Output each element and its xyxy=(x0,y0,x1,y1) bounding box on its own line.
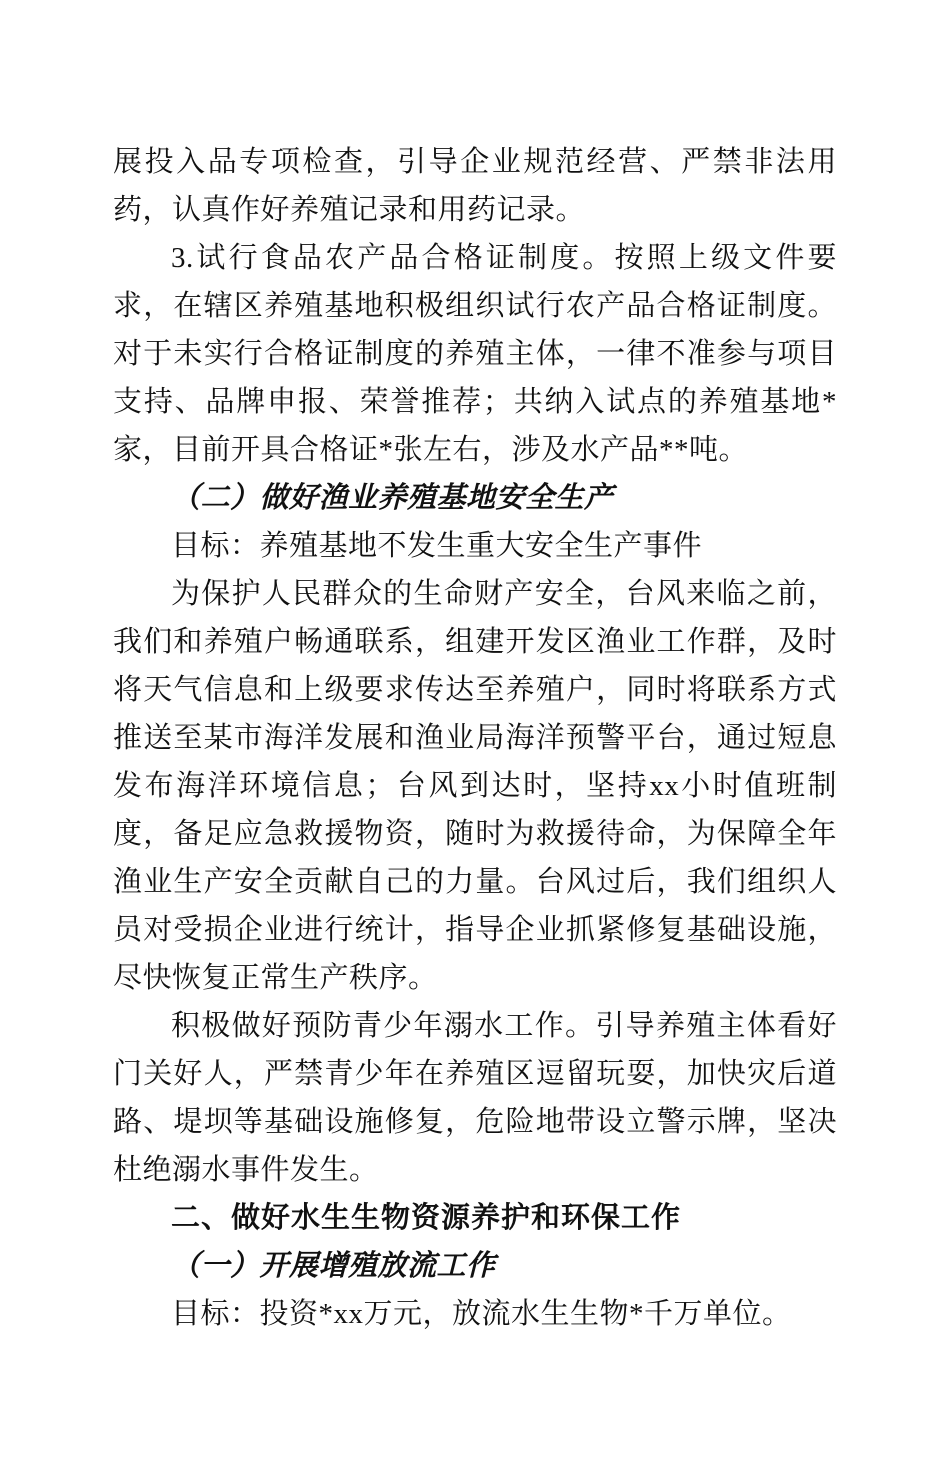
body-paragraph: 目标：养殖基地不发生重大安全生产事件 xyxy=(171,530,703,562)
section-heading: （一）开展增殖放流工作 xyxy=(171,1250,496,1282)
body-paragraph: 3.试行食品农产品合格证制度。按照上级文件要求，在辖区养殖基地积极组织试行农产品合格证制度。对于未实行合格证制度的养殖主体，一律不准参与项目支持、品牌申报、荣誉推荐；共纳入试点的养殖基地*家，目前开具合格证*张左右，涉及水产品**吨。 xyxy=(113,242,837,466)
section-heading: （二）做好渔业养殖基地安全生产 xyxy=(171,482,614,514)
body-paragraph: 展投入品专项检查，引导企业规范经营、严禁非法用药，认真作好养殖记录和用药记录。 xyxy=(113,146,837,226)
section-heading: 二、做好水生生物资源养护和环保工作 xyxy=(171,1202,682,1234)
body-paragraph: 积极做好预防青少年溺水工作。引导养殖主体看好门关好人，严禁青少年在养殖区逗留玩耍，加快灾后道路、堤坝等基础设施修复，危险地带设立警示牌，坚决杜绝溺水事件发生。 xyxy=(113,1010,837,1186)
document-body xyxy=(113,138,837,1338)
body-paragraph: 目标：投资*xx万元，放流水生生物*千万单位。 xyxy=(171,1298,792,1330)
body-paragraph: 为保护人民群众的生命财产安全，台风来临之前，我们和养殖户畅通联系，组建开发区渔业工作群，及时将天气信息和上级要求传达至养殖户，同时将联系方式推送至某市海洋发展和渔业局海洋预警平台，通过短息发布海洋环境信息；台风到达时，坚持xx小时值班制度，备足应急救援物资，随时为救援待命，为保障全年渔业生产安全贡献自己的力量。台风过后，我们组织人员对受损企业进行统计，指导企业抓紧修复基础设施，尽快恢复正常生产秩序。 xyxy=(113,578,837,994)
